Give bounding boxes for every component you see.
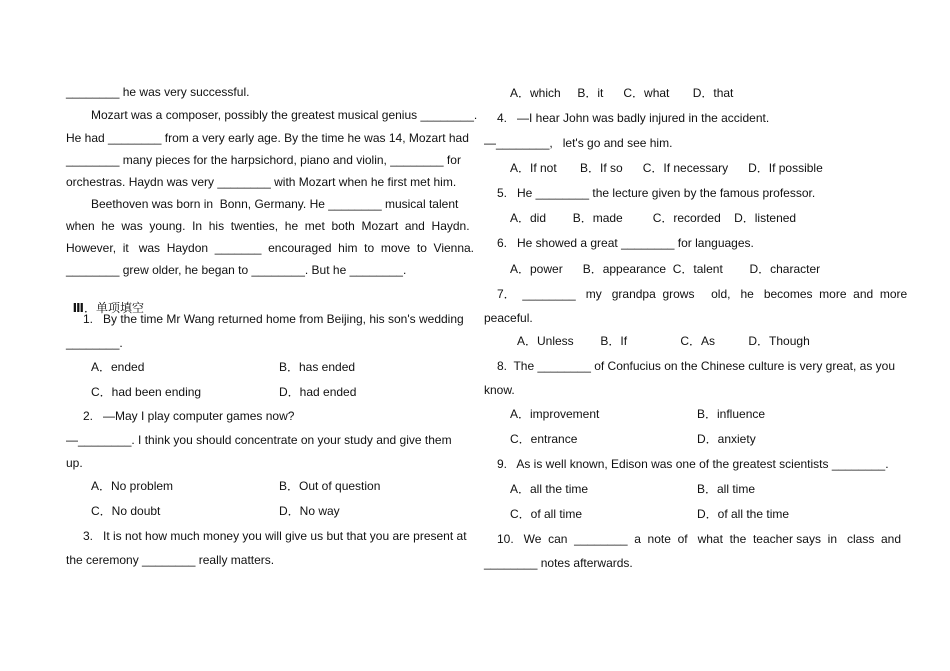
question-1: 1. By the time Mr Wang returned home from Beijing, his son's wedding	[83, 312, 464, 326]
question-8: 8. The ________ of Confucius on the Chinese culture is very great, as you	[497, 359, 896, 373]
q9-option-c: C．of all time	[510, 507, 583, 521]
q7-options: A．Unless B．If C．As D．Though	[517, 334, 810, 348]
question-5: 5. He ________ the lecture given by the famous professor.	[497, 186, 816, 200]
q9-option-a: A．all the time	[510, 482, 589, 496]
q1-option-a: A．ended	[91, 360, 145, 374]
section-heading	[66, 287, 144, 315]
question-3-cont: the ceremony ________ really matters.	[66, 553, 275, 567]
question-8-cont: know.	[484, 383, 515, 397]
section-title: ．单项填空	[84, 301, 145, 315]
question-2: 2. —May I play computer games now?	[83, 409, 295, 423]
passage-line: ________ many pieces for the harpsichord, piano and violin, ________ for	[66, 153, 461, 167]
question-2-cont: —________. I think you should concentrate on your study and give them	[66, 433, 452, 447]
passage-line: Beethoven was born in Bonn, Germany. He ________ musical talent	[91, 197, 459, 211]
question-2-cont: up.	[66, 456, 83, 470]
q9-option-b: B．all time	[697, 482, 756, 496]
passage-line: However, it was Haydon _______ encouraged him to move to Vienna.	[66, 241, 475, 255]
question-9: 9. As is well known, Edison was one of the greatest scientists ________.	[497, 457, 889, 471]
q1-option-d: D．had ended	[279, 385, 357, 399]
q8-option-c: C．entrance	[510, 432, 578, 446]
passage-line: Mozart was a composer, possibly the greatest musical genius ________.	[91, 108, 478, 122]
q8-option-b: B．influence	[697, 407, 766, 421]
question-3: 3. It is not how much money you will give us but that you are present at	[83, 529, 467, 543]
q8-option-d: D．anxiety	[697, 432, 756, 446]
passage-line: He had ________ from a very early age. By the time he was 14, Mozart had	[66, 131, 469, 145]
passage-line: orchestras. Haydn was very ________ with Mozart when he first met him.	[66, 175, 457, 189]
passage-line: when he was young. In his twenties, he met both Mozart and Haydn.	[66, 219, 470, 233]
q2-option-c: C．No doubt	[91, 504, 161, 518]
question-1-cont: ________.	[66, 336, 123, 350]
q2-option-d: D．No way	[279, 504, 340, 518]
q8-option-a: A．improvement	[510, 407, 600, 421]
q6-options: A．power B．appearance C．talent D．character	[510, 262, 821, 276]
question-4: 4. —I hear John was badly injured in the accident.	[497, 111, 770, 125]
q2-option-b: B．Out of question	[279, 479, 381, 493]
q1-option-c: C．had been ending	[91, 385, 202, 399]
q4-options: A．If not B．If so C．If necessary D．If possible	[510, 161, 823, 175]
question-4-cont: —________, let's go and see him.	[484, 136, 673, 150]
q9-option-d: D．of all the time	[697, 507, 790, 521]
question-6: 6. He showed a great ________ for languages.	[497, 236, 754, 250]
section-number: Ⅲ	[72, 301, 85, 315]
passage-line: ________ grew older, he began to ________. But he ________.	[66, 263, 407, 277]
question-10: 10. We can ________ a note of what the teacher says in class and	[497, 532, 902, 546]
question-10-cont: ________ notes afterwards.	[484, 556, 633, 570]
question-7: 7． ________ my grandpa grows old, he becomes more and more	[497, 287, 908, 301]
q2-option-a: A．No problem	[91, 479, 174, 493]
q1-option-b: B．has ended	[279, 360, 356, 374]
question-7-cont: peaceful.	[484, 311, 533, 325]
q3-options: A．which B．it C．what D．that	[510, 86, 734, 100]
q5-options: A．did B．made C．recorded D．listened	[510, 211, 797, 225]
passage-line: ________ he was very successful.	[66, 85, 250, 99]
